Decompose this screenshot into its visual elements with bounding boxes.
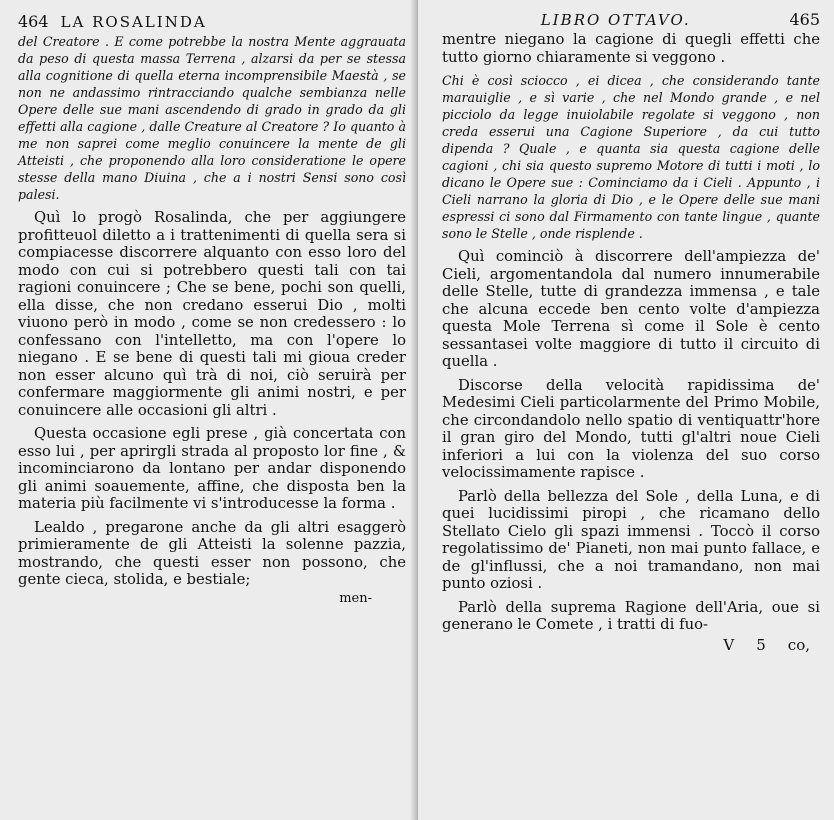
left-paragraph-4: Lealdo , pregarone anche da gli altri esaggerò primieramente de gli Atteisti la solenne pazzia, mostrando, che questi esser non possono, che gente cieca, stolida, e bestiale;: [18, 518, 406, 588]
left-running-title: LA ROSALINDA: [60, 13, 207, 31]
left-paragraph-1: del Creatore . E come potrebbe la nostra Mente aggrauata da peso di questa massa Terrena , alzarsi da per se stessa alla cognitione di quella eterna incomprensibile Maestà , se non ne andassimo rintracciando qualche sembianza nelle Opere delle sue mani ascendendo di grado in grado da gli effetti alla cagione , dalle Creature al Creatore ? Io quanto à me non saprei come meglio conuincere la mente de gli Atteisti , che proponendo alla loro consideratione le opere stesse della mano Diuina , che a i nostri Sensi sono così palesi.: [18, 34, 406, 202]
right-paragraph-2: Chi è così sciocco , ei dicea , che considerando tante marauiglie , e sì varie , che nel Mondo grande , e nel picciolo da legge inuiolabile regolate si veggono , non creda esserui una Cagione Superiore , da cui tutto dipenda ? Quale , e quanta sia questa cagione delle cagioni , chi sia questo supremo Motore di tutti i moti , lo dicano le Opere sue : Cominciamo da i Cieli . Appunto , i Cieli narrano la gloria di Dio , e le Opere delle sue mani espressi ci sono dal Firmamento con tante lingue , quante sono le Stelle , onde risplende .: [442, 73, 820, 241]
right-signature-mark: V: [723, 635, 735, 654]
right-page-number: 465: [789, 10, 820, 29]
right-signature-number: 5: [756, 635, 766, 654]
right-catchword: co,: [787, 635, 810, 654]
right-running-head: [442, 10, 820, 29]
right-paragraph-6: Parlò della suprema Ragione dell'Aria, oue si generano le Comete , i tratti di fuo-: [442, 598, 820, 633]
left-running-head: [18, 12, 406, 31]
left-catchword: men-: [339, 590, 372, 606]
right-paragraph-5: Parlò della bellezza del Sole , della Luna, e di quei lucidissimi piropi , che ricamano dello Stellato Cielo gli spazi immensi . Toccò il corso regolatissimo de' Pianeti, non mai punto fallace, e de gl'influssi, che a noi tramandano, non mai punto oziosi .: [442, 487, 820, 592]
right-paragraph-4: Discorse della velocità rapidissima de' Medesimi Cieli particolarmente del Primo Mobile, che circondandolo nello spatio di ventiquattr'hore il gran giro del Mondo, tutti gl'altri noue Cieli inferiori a lui con la violenza del suo corso velocissimamente rapisce .: [442, 376, 820, 481]
left-page-number: 464: [18, 12, 49, 31]
right-page: [418, 0, 834, 820]
left-paragraph-3: Questa occasione egli prese , già concertata con esso lui , per aprirgli strada al proposto lor fine , & incominciarono da lontano per andar disponendo gli animi soauemente, affine, che disposta ben la materia più facilmente vi s'introducesse la forma .: [18, 425, 406, 512]
right-signature-line: [442, 636, 820, 654]
right-paragraph-3: Quì cominciò à discorrere dell'ampiezza de' Cieli, argomentandola dal numero innumerabile delle Stelle, tutte di grandezza immensa , e tale che alcuna eccede ben cento volte d'ampiezza questa Mole Terrena sì come il Sole è cento sessantasei volte maggiore di tutto il circuito di quella .: [442, 248, 820, 370]
left-paragraph-2: Quì lo progò Rosalinda, che per aggiungere profitteuol diletto a i trattenimenti di quella sera si compiacesse discorrere alquanto con esso loro del modo con cui si potrebbero questi tali con tai ragioni conuincere ; Che se bene, pochi son quelli, ella disse, che non credano esserui Dio , molti viuono però in modo , come se non credessero : lo confessano con l'intelletto, ma con l'opere lo niegano . E se bene di questi tali mi gioua creder non esser alcuno quì trà di noi, ciò seruirà per confermare maggiormente gli animi nostri, e per conuincere alle occasioni gli altri .: [18, 209, 406, 419]
right-paragraph-1: mentre niegano la cagione di quegli effetti che tutto giorno chiaramente si veggono .: [442, 31, 820, 66]
right-running-title: LIBRO OTTAVO.: [540, 11, 691, 29]
